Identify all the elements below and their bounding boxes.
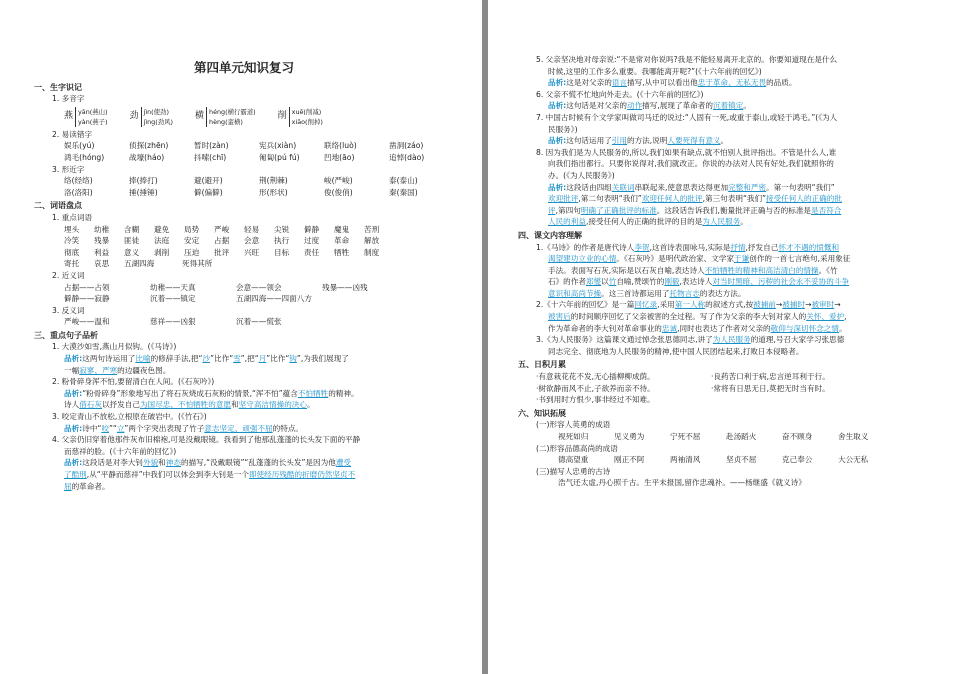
section-heading: 三、重点句子品析 xyxy=(34,330,98,340)
sub-heading: 2. 易读错字 xyxy=(52,129,93,139)
proverb-row: ·树欲静而风不止,子欲养而亲不待。 ·常将有日思无日,莫把无时当有时。 xyxy=(536,383,830,393)
analysis-line: 品析:这段话由四组关联词串联起来,使意思表达得更加完整和严密。第一句表明“我们” xyxy=(548,182,835,192)
content-line: 意识和高尚节操。这三首诗都运用了托物言志的表达方法。 xyxy=(548,288,746,298)
question-text: 6. 父亲不慌不忙地向外走去。(《十六年前的回忆》) xyxy=(536,89,704,99)
question-text: 1. 大漠沙如雪,燕山月似钩。(《马诗》) xyxy=(52,342,177,352)
analysis-line: 人民的利益,接受任何人的正确的批评的目的是为人民服务。 xyxy=(548,217,748,227)
idiom-row: 视死如归 见义勇为 宁死不屈 赴汤蹈火 奋不顾身 舍生取义 xyxy=(558,432,869,441)
sub-heading: 1. 多音字 xyxy=(52,94,85,104)
sub-heading: 3. 反义词 xyxy=(52,305,85,315)
antonym-row: 严峻——温和 慈祥——凶狠 沉着——慌张 xyxy=(64,317,282,327)
proverb-row: ·有意栽花花不发,无心插柳柳成荫。 ·良药苦口利于病,忠言逆耳利于行。 xyxy=(536,372,830,382)
section-heading: 一、生字识记 xyxy=(34,82,82,92)
section-heading: 五、日积月累 xyxy=(518,360,566,370)
polyphone-group: 横 héng(横行霸道) hèng(蛮横) xyxy=(195,107,256,126)
sub-heading: (二)形容品德高尚的成语 xyxy=(536,443,618,453)
poem-text: 浩气还太虚,丹心照千古。生平未报国,留作忠魂补。——杨继盛《就义诗》 xyxy=(558,478,806,488)
word-row: 鸿毛(hóng) 战壕(háo) 抖嗦(chī) 匍匐(pú fú) 凹地(āo) 追悼(dào) xyxy=(64,152,425,162)
polyphone-group: 劲 jìn(使劲) jìng(劲风) xyxy=(129,107,173,126)
page-title: 第四单元知识复习 xyxy=(193,60,294,75)
word-row: 寄托 哀思 五湖四海 死得其所 xyxy=(64,259,213,269)
analysis-line: 品析:诗中“咬”“立”两个字突出表现了竹子意志坚定、顽强不屈的特点。 xyxy=(64,423,304,433)
content-line: 被害后的时间顺序回忆了父亲被害的全过程。写了作为父亲的李大钊对家人的关怀、爱护, xyxy=(548,312,847,322)
content-line: 作为革命者的李大钊对革命事业的忠诚,同时也表达了作者对父亲的敬仰与深切怀念之情。 xyxy=(548,323,847,333)
section-heading: 六、知识拓展 xyxy=(518,408,566,418)
question-text: 向我们指出都行。只要你说得对,我们就改正。你说的办法对人民有好处,我们就照你的 xyxy=(548,159,834,169)
content-line: 石》的作者郑燮以竹自喻,赞颂竹的刚毅,表达诗人对当时黑暗、污秽的社会永不妥协的斗争 xyxy=(548,277,849,287)
sub-heading: 1. 重点词语 xyxy=(52,212,93,222)
analysis-line: 诗人借石灰以抒发自己为国尽忠、不怕牺牲的意愿和坚守高洁情操的决心。 xyxy=(64,400,315,410)
analysis-line: 了酷刑,从“平静而慈祥”中我们可以体会到李大钊是一个即使经历残酷的折磨仍然坚贞不 xyxy=(64,470,356,479)
right-content xyxy=(518,54,938,489)
analysis-line: 评,第四句明确了正确批评的标准。这段话告诉我们,衡量批评正确与否的标准是是否符合 xyxy=(548,205,842,215)
sub-heading: (三)描写人忠勇的古诗 xyxy=(536,466,611,476)
word-row: 娱乐(yú) 侦探(zhēn) 暂时(zàn) 宪兵(xiàn) 联络(luò) 凿洞(záo) xyxy=(64,141,424,151)
content-line: 3.《为人民服务》这篇课文通过悼念张思德同志,讲了为人民服务的道理,号召大家学习张思德 xyxy=(536,335,845,345)
question-text: 8. 因为我们是为人民服务的,所以,我们如果有缺点,就不怕别人批评指出。不管是什么人,谁 xyxy=(536,147,837,157)
analysis-line: 品析:这段话是对李大钊外貌和神态的描写,“没戴眼镜”“乱蓬蓬的长头发”是因为他遭受 xyxy=(64,458,351,468)
analysis-line: 品析:这句话是对父亲的动作描写,展现了革命者的沉着镇定。 xyxy=(548,101,751,111)
word-row: 洛(洛阳) 捶(捶锤) 僻(偏僻) 形(形状) 俊(俊俏) 秦(秦国) xyxy=(64,187,418,197)
question-text: 时候,这里的工作多么重要。我哪能离开呢?”(《十六年前的回忆》) xyxy=(548,66,762,76)
content-line: 同志完全、彻底地为人民服务的精神,使中国人民团结起来,打败日本侵略者。 xyxy=(548,346,804,356)
idiom-row: 德高望重 刚正不阿 两袖清风 坚贞不屈 克己奉公 大公无私 xyxy=(558,455,869,465)
word-row: 埋头 幼稚 含糊 避免 局势 严峻 轻易 尖锐 僻静 魔鬼 苦刑 xyxy=(64,224,380,234)
proverb-row: ·书到用时方恨少,事非经过不知难。 xyxy=(536,395,655,405)
synonym-row: 僻静——寂静 沉着——镇定 五湖四海——四面八方 xyxy=(64,294,312,304)
left-page xyxy=(0,0,482,674)
word-row: 彻底 利益 意义 剥削 压迫 批评 兴旺 目标 责任 牺牲 制度 xyxy=(64,247,380,257)
word-row: 冷笑 残暴 匪徒 法庭 安定 占据 会意 执行 过度 革命 解放 xyxy=(64,236,380,246)
sub-heading: (一)形容人英勇的成语 xyxy=(536,420,611,430)
analysis-line: 屈的革命者。 xyxy=(64,481,110,491)
question-text: 办。(《为人民服务》) xyxy=(548,170,615,180)
content-line: 2.《十六年前的回忆》是一篇回忆录,采用第一人称的叙述方式,按被捕前→被捕时→被审时→ xyxy=(536,300,841,310)
question-text: 5. 父亲坚决地对母亲说:“不是常对你说吗?我是不能轻易离开北京的。你要知道现在是什么 xyxy=(536,55,838,64)
question-text: 2. 粉骨碎身浑不怕,要留清白在人间。(《石灰吟》) xyxy=(52,377,215,387)
analysis-line: 品析:这两句诗运用了比喻的修辞手法,把“沙”比作“雪”,把“月”比作“钩”,为我们展现了 xyxy=(64,354,349,364)
sub-heading: 3. 形近字 xyxy=(52,164,85,174)
polyphone-group: 削 xuē(削减) xiāo(削掉) xyxy=(277,107,323,126)
section-heading: 四、课文内容理解 xyxy=(518,230,582,240)
section-heading: 二、词语盘点 xyxy=(34,201,82,211)
analysis-line: 品析:这是对父亲的语言描写,从中可以看出他忠于革命、无私无畏的品质。 xyxy=(548,78,797,88)
analysis-line: 品析:“粉骨碎身”形象地写出了将石灰烧成石灰粉的情景,“浑不怕”蕴含不怕牺牲的精神。 xyxy=(64,388,359,398)
polyphone-row xyxy=(34,107,454,127)
analysis-line: 欢迎批评,第二句表明“我们”欢迎任何人的批评,第三句表明“我们”接受任何人的正确的批 xyxy=(548,194,842,204)
word-row: 络(经络) 捧(捧打) 避(避开) 荆(荆棘) 峻(严峻) 泰(泰山) xyxy=(64,176,418,186)
question-text: 4. 父亲仍旧穿着他那件灰布旧棉袍,可是没戴眼镜。我看到了他那乱蓬蓬的长头发下面的平静 xyxy=(52,435,361,445)
content-line: 渴望建功立业的心情。《石灰吟》是明代政治家、文学家于谦创作的一首七言绝句,采用象征 xyxy=(548,254,851,264)
left-content xyxy=(34,58,454,492)
question-text: 7. 中国古时候有个文学家叫做司马迁的说过:“人固有一死,或重于泰山,或轻于鸿毛。”(《为人 xyxy=(536,112,838,122)
polyphone-group: 燕 yān(燕山) yàn(燕子) xyxy=(64,107,108,126)
analysis-line: 品析:这句话运用了引用的方法,说明人要死得有意义。 xyxy=(548,136,729,146)
question-text: 民服务》) xyxy=(548,124,578,134)
question-text: 3. 咬定青山不放松,立根原在破岩中。(《竹石》) xyxy=(52,412,207,422)
content-line: 手法。表面写石灰,实际是以石灰自喻,表达诗人不怕牺牲的精神和高洁清白的情操。《竹 xyxy=(548,265,838,275)
synonym-row: 占据——占领 幼稚——天真 会意——领会 残暴——凶残 xyxy=(64,282,368,292)
question-text: 而慈祥的脸。(《十六年前的回忆》) xyxy=(64,446,177,456)
right-page xyxy=(488,0,970,674)
content-line: 1.《马诗》的作者是唐代诗人李贺,这首诗表面咏马,实际是抒情,抒发自己怀才不遇的愤慨和 xyxy=(536,242,840,252)
analysis-line: 一幅寂寥、严寒的边疆夜色图。 xyxy=(64,365,171,375)
sub-heading: 2. 近义词 xyxy=(52,270,85,280)
